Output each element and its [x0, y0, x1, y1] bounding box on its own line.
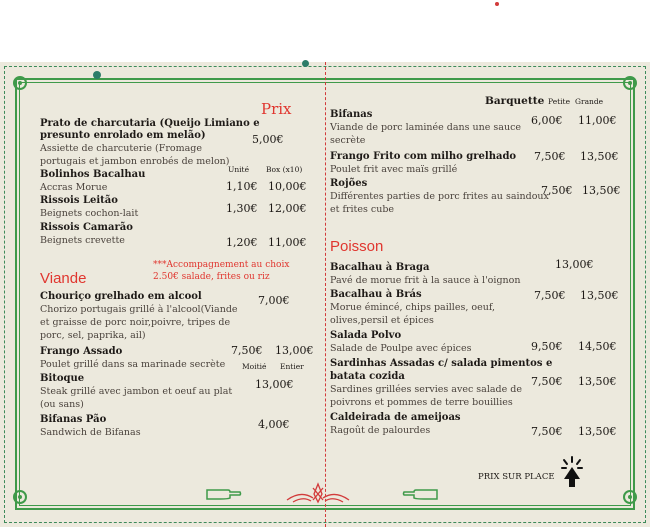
item-description: et graisse de porc noir,poivre, tripes de: [40, 317, 231, 328]
item-name: Salada Polvo: [330, 330, 402, 341]
label-moitie: Moitié: [242, 362, 267, 371]
item-price-petite: 9,50€: [531, 340, 563, 353]
menu-page: [0, 62, 650, 527]
item-name: Rissois Camarão: [40, 222, 133, 233]
item-description: Salade de Poulpe avec épices: [330, 343, 472, 354]
item-price: 7,00€: [258, 294, 290, 307]
item-description: (ou sans): [40, 399, 84, 410]
item-price-petite: 6,00€: [531, 114, 563, 127]
item-name: Chouriço grelhado em alcool: [40, 291, 202, 302]
viande-heading: Viande: [40, 270, 87, 287]
item-price: 13,00€: [255, 378, 294, 391]
item-price-grande: 13,50€: [582, 184, 621, 197]
pointing-hand-right-icon: [206, 487, 242, 501]
item-description: Poulet grillé dans sa marinade secrète: [40, 359, 226, 370]
item-description: Poulet frit avec maïs grillé: [330, 164, 458, 175]
item-price-petite: 7,50€: [534, 150, 566, 163]
center-fold-line: [325, 62, 326, 527]
item-description: Différentes parties de porc frites au saindoux: [330, 191, 549, 202]
item-description: Morue émincé, chips pailles, oeuf,: [330, 302, 496, 313]
corner-ornament-icon: [621, 488, 639, 506]
column-header-unite: Unité: [228, 165, 250, 174]
item-description: poivrons et pommes de terre bouillies: [330, 397, 513, 408]
item-name: Bacalhau à Brás: [330, 289, 422, 300]
item-price: 4,00€: [258, 418, 290, 431]
item-name: presunto enrolado em melão): [40, 130, 206, 141]
item-description: olives,persil et épices: [330, 315, 434, 326]
item-description: Steak grillé avec jambon et oeuf au plat: [40, 386, 233, 397]
item-description: Viande de porc laminée dans une sauce: [330, 122, 522, 133]
item-name: Caldeirada de ameijoas: [330, 412, 461, 423]
item-description: secrète: [330, 135, 366, 146]
item-description: Assiette de charcuterie (Fromage: [40, 143, 202, 154]
item-name: Frango Frito com milho grelhado: [330, 151, 517, 162]
item-name: Prato de charcutaria (Queijo Limiano e: [40, 118, 260, 129]
item-price-grande: 14,50€: [578, 340, 617, 353]
item-price: 13,00€: [555, 258, 594, 271]
column-header-box: Box (x10): [266, 165, 303, 174]
item-price-grande: 11,00€: [578, 114, 617, 127]
pin-icon: [93, 71, 101, 79]
accompaniment-note: ***Accompagnement au choix 2.50€ salade, frites ou riz: [153, 260, 290, 282]
item-price-box: 11,00€: [268, 236, 307, 249]
item-price-grande: 13,50€: [578, 375, 617, 388]
corner-ornament-icon: [621, 74, 639, 92]
item-price-petite: 7,50€: [541, 184, 573, 197]
corner-ornament-icon: [11, 74, 29, 92]
item-price-unit: 1,30€: [226, 202, 258, 215]
item-price-box: 10,00€: [268, 180, 307, 193]
item-price-petite: 7,50€: [531, 375, 563, 388]
item-description: Sandwich de Bifanas: [40, 427, 141, 438]
pin-icon: [302, 60, 309, 67]
item-name: Bifanas: [330, 109, 373, 120]
item-name: Bacalhau à Braga: [330, 262, 430, 273]
item-name: Bitoque: [40, 373, 85, 384]
decorative-flourish-icon: [283, 480, 353, 506]
item-description: Ragoût de palourdes: [330, 425, 431, 436]
item-name: batata cozida: [330, 371, 405, 382]
column-header-petite: Petite: [548, 97, 571, 106]
column-header-barquette: Barquette: [485, 95, 545, 107]
poisson-heading: Poisson: [330, 238, 384, 255]
item-name: Rissois Leitão: [40, 195, 118, 206]
label-entier: Entier: [280, 362, 304, 371]
column-header-grande: Grande: [575, 97, 604, 106]
item-name: Bolinhos Bacalhau: [40, 169, 146, 180]
item-description: Chorizo portugais grillé à l'alcool(Viande: [40, 304, 238, 315]
item-price-box: 12,00€: [268, 202, 307, 215]
red-dot: [495, 2, 499, 6]
item-price-grande: 13,50€: [578, 425, 617, 438]
item-price-full: 13,00€: [275, 344, 314, 357]
item-description: portugais et jambon enrobés de melon): [40, 156, 230, 167]
item-price-half: 7,50€: [231, 344, 263, 357]
item-description: porc, sel, paprika, ail): [40, 330, 146, 341]
prix-sur-place-label: PRIX SUR PLACE: [478, 472, 555, 482]
item-name: Rojões: [330, 178, 368, 189]
item-name: Bifanas Pão: [40, 414, 107, 425]
item-price-grande: 13,50€: [580, 150, 619, 163]
item-description: Beignets crevette: [40, 235, 125, 246]
item-price-petite: 7,50€: [531, 425, 563, 438]
item-description: Beignets cochon-lait: [40, 208, 139, 219]
prix-heading: Prix: [261, 100, 292, 118]
item-name: Sardinhas Assadas c/ salada pimentos e: [330, 358, 553, 369]
item-price-unit: 1,20€: [226, 236, 258, 249]
corner-ornament-icon: [11, 488, 29, 506]
arrow-up-icon: [560, 455, 584, 489]
pointing-hand-left-icon: [402, 487, 438, 501]
item-price-unit: 1,10€: [226, 180, 258, 193]
item-price: 5,00€: [252, 133, 284, 146]
item-description: Accras Morue: [40, 182, 108, 193]
item-description: Pavé de morue frit à la sauce à l'oignon: [330, 275, 521, 286]
item-price-petite: 7,50€: [534, 289, 566, 302]
item-description: et frites cube: [330, 204, 395, 215]
item-description: Sardines grillées servies avec salade de: [330, 384, 522, 395]
item-name: Frango Assado: [40, 346, 123, 357]
item-price-grande: 13,50€: [580, 289, 619, 302]
